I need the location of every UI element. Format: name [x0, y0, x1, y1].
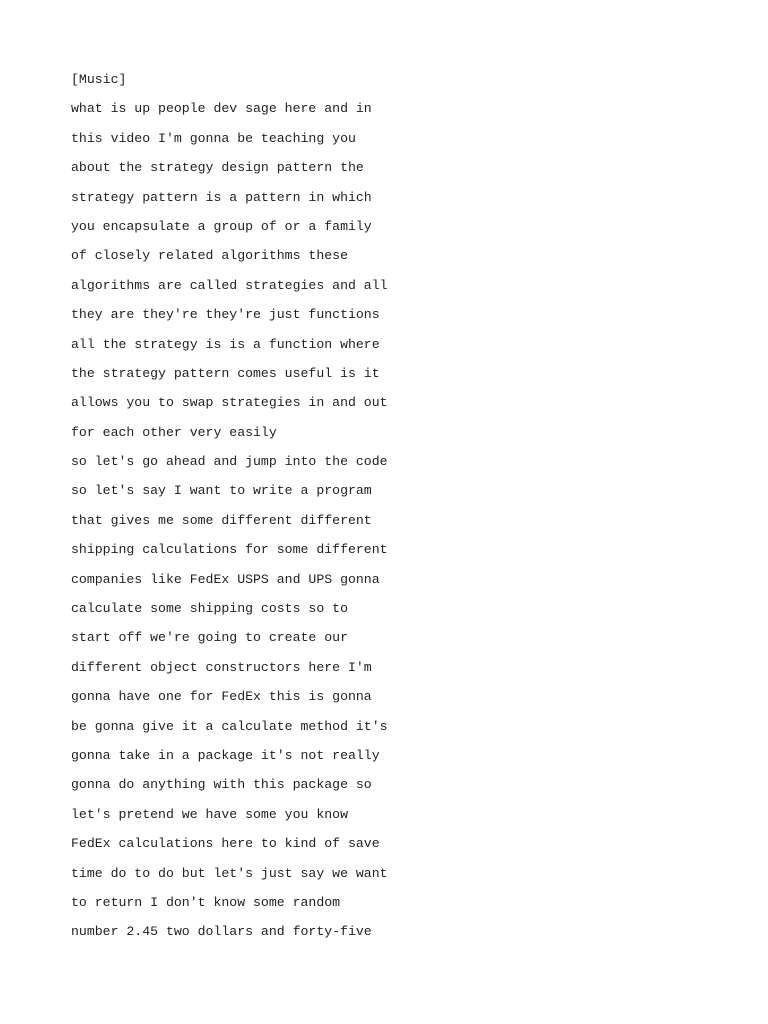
transcript-line: this video I'm gonna be teaching you — [71, 130, 356, 146]
transcript-line: shipping calculations for some different — [71, 542, 388, 558]
transcript-line: start off we're going to create our — [71, 630, 348, 646]
transcript-line: you encapsulate a group of or a family — [71, 218, 372, 234]
transcript-line: number 2.45 two dollars and forty-five — [71, 924, 372, 940]
transcript-line: of closely related algorithms these — [71, 248, 348, 264]
transcript-line: gonna have one for FedEx this is gonna — [71, 689, 372, 705]
transcript-line: what is up people dev sage here and in — [71, 101, 372, 117]
transcript-line: so let's say I want to write a program — [71, 483, 372, 499]
transcript-page — [71, 70, 711, 952]
transcript-line: let's pretend we have some you know — [71, 806, 348, 822]
transcript-line: allows you to swap strategies in and out — [71, 395, 388, 411]
transcript-line: they are they're they're just functions — [71, 307, 380, 323]
transcript-line: gonna do anything with this package so — [71, 777, 372, 793]
transcript-line: all the strategy is is a function where — [71, 336, 380, 352]
transcript-line: that gives me some different different — [71, 512, 372, 528]
transcript-line: about the strategy design pattern the — [71, 160, 364, 176]
transcript-line: for each other very easily — [71, 424, 277, 440]
transcript-line: so let's go ahead and jump into the code — [71, 454, 388, 470]
transcript-line: be gonna give it a calculate method it's — [71, 718, 388, 734]
transcript-line: algorithms are called strategies and all — [71, 277, 388, 293]
transcript-line: FedEx calculations here to kind of save — [71, 836, 380, 852]
transcript-line: the strategy pattern comes useful is it — [71, 365, 380, 381]
transcript-line: [Music] — [71, 72, 127, 87]
transcript-line: time do to do but let's just say we want — [71, 865, 388, 881]
transcript-line: companies like FedEx USPS and UPS gonna — [71, 571, 380, 587]
transcript-line: calculate some shipping costs so to — [71, 601, 348, 617]
transcript-line: strategy pattern is a pattern in which — [71, 189, 372, 205]
transcript-line: gonna take in a package it's not really — [71, 747, 380, 763]
transcript-line: different object constructors here I'm — [71, 659, 372, 675]
transcript-line: to return I don't know some random — [71, 894, 341, 910]
